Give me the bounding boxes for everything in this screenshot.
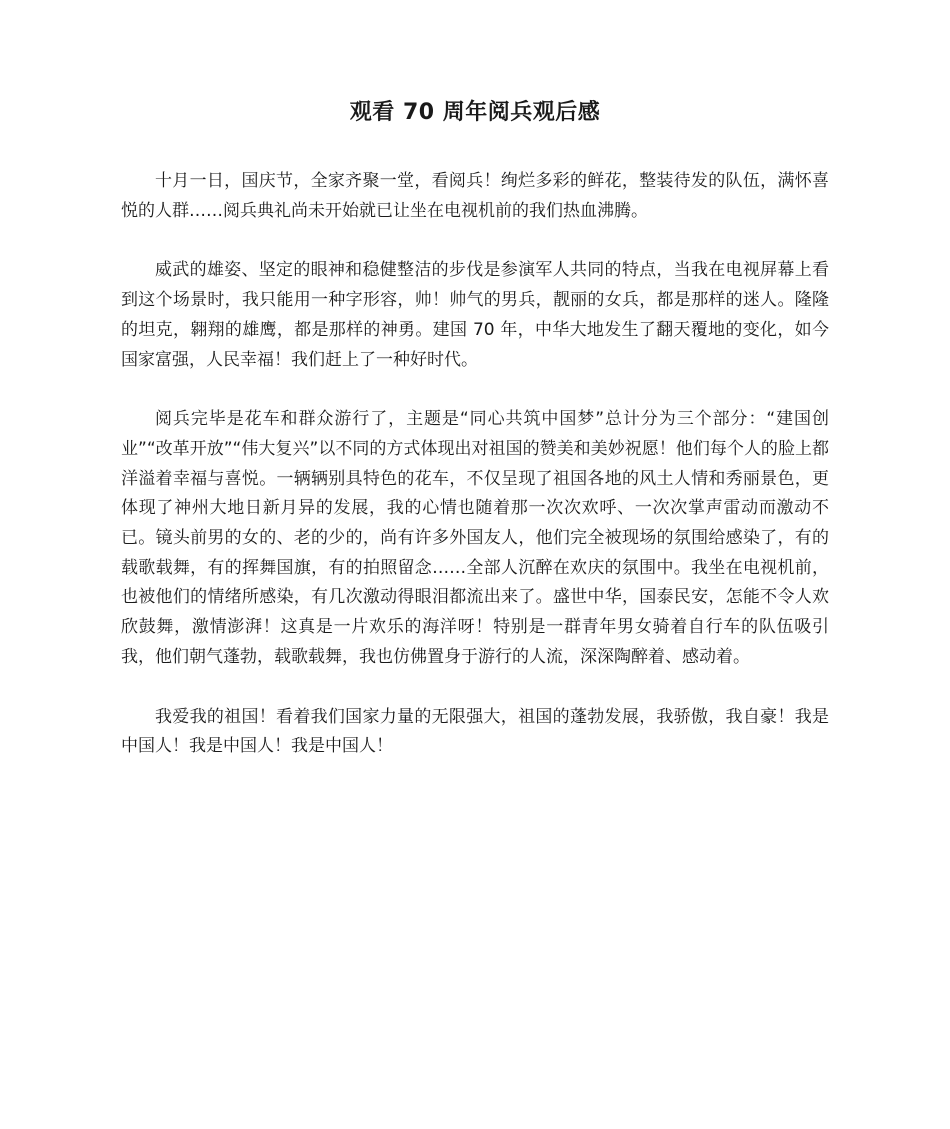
document-title: 观看 70 周年阅兵观后感 <box>349 100 601 125</box>
paragraph-2: 威武的雄姿、坚定的眼神和稳健整洁的步伐是参演军人共同的特点，当我在电视屏幕上看到这个场景时，我只能用一种字形容，帅！帅气的男兵，靓丽的女兵，都是那样的迷人。隆隆的坦克，翱翔的雄鹰，都是那样的神勇。建国 70 年，中华大地发生了翻天覆地的变化，如今国家富强，人民幸福！我们赶上了一种好时代。 <box>121 260 829 370</box>
paragraph-4: 我爱我的祖国！看着我们国家力量的无限强大，祖国的蓬勃发展，我骄傲，我自豪！我是中国人！我是中国人！我是中国人！ <box>121 706 829 757</box>
document-page <box>121 96 829 792</box>
paragraph-3: 阅兵完毕是花车和群众游行了，主题是“同心共筑中国梦”总计分为三个部分：“建国创业”“改革开放”“伟大复兴”以不同的方式体现出对祖国的赞美和美妙祝愿！他们每个人的脸上都洋溢着幸福与喜悦。一辆辆别具特色的花车，不仅呈现了祖国各地的风土人情和秀丽景色，更体现了神州大地日新月异的发展，我的心情也随着那一次次欢呼、一次次掌声雷动而激动不已。镜头前男的女的、老的少的，尚有许多外国友人，他们完全被现场的氛围给感染了，有的载歌载舞，有的挥舞国旗，有的拍照留念……全部人沉醉在欢庆的氛围中。我坐在电视机前，也被他们的情绪所感染，有几次激动得眼泪都流出来了。盛世中华，国泰民安，怎能不令人欢欣鼓舞，激情澎湃！这真是一片欢乐的海洋呀！特别是一群青年男女骑着自行车的队伍吸引我，他们朝气蓬勃，载歌载舞，我也仿佛置身于游行的人流，深深陶醉着、感动着。 <box>121 409 829 667</box>
paragraph-1: 十月一日，国庆节，全家齐聚一堂，看阅兵！绚烂多彩的鲜花，整装待发的队伍，满怀喜悦的人群……阅兵典礼尚未开始就已让坐在电视机前的我们热血沸腾。 <box>121 171 829 221</box>
